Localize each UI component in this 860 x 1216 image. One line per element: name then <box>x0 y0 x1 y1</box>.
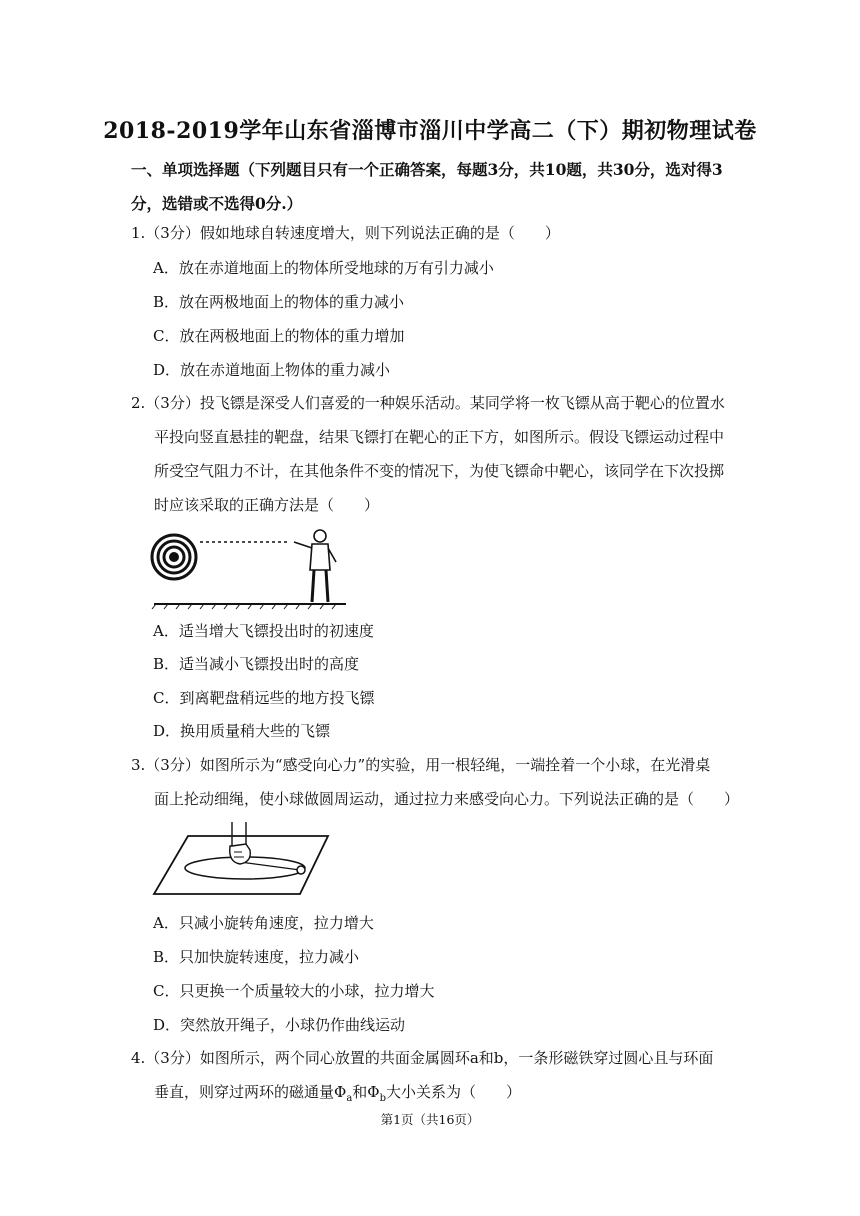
question-1-option-b: B．放在两极地面上的物体的重力减小 <box>153 293 405 311</box>
subscript-b: b <box>379 1093 386 1104</box>
question-2-stem-line-3: 所受空气阻力不计，在其他条件不变的情况下，为使飞镖命中靶心，该同学在下次投掷 <box>154 462 725 480</box>
section-heading: 一、单项选择题（下列题目只有一个正确答案，每题3分，共10题，共30分，选对得3分，选错或不选得0分.） <box>131 160 723 213</box>
ball <box>297 866 305 874</box>
question-1-option-d: D．放在赤道地面上物体的重力减小 <box>153 361 391 379</box>
dart-target-figure <box>150 526 350 610</box>
question-1-option-c: C．放在两极地面上的物体的重力增加 <box>153 327 405 345</box>
hand <box>230 822 251 864</box>
question-2-stem-line-2: 平投向竖直悬挂的靶盘，结果飞镖打在靶心的正下方，如图所示。假设飞镖运动过程中 <box>154 428 725 446</box>
question-2-option-b: B．适当减小飞镖投出时的高度 <box>153 655 360 673</box>
thrower-person <box>294 530 336 602</box>
question-3-option-c: C．只更换一个质量较大的小球，拉力增大 <box>153 982 435 1000</box>
question-4-stem-part-2: 大小关系为（ ） <box>386 1083 522 1101</box>
question-2-option-c: C．到离靶盘稍远些的地方投飞镖 <box>153 689 375 707</box>
question-4-stem-part-1: 垂直，则穿过两环的磁通量Φ <box>154 1083 347 1101</box>
question-4-stem-and: 和Φ <box>352 1083 380 1101</box>
rope <box>240 862 300 870</box>
question-2-stem-line-1: 2.（3分）投飞镖是深受人们喜爱的一种娱乐活动。某同学将一枚飞镖从高于靶心的位置水 <box>131 394 725 412</box>
page-title: 2018-2019学年山东省淄博市淄川中学高二（下）期初物理试卷 <box>103 118 757 144</box>
question-3-option-d: D．突然放开绳子，小球仍作曲线运动 <box>153 1016 406 1034</box>
dartboard <box>152 535 196 579</box>
question-1-option-a: A．放在赤道地面上的物体所受地球的万有引力减小 <box>153 259 494 277</box>
question-2-option-a: A．适当增大飞镖投出时的初速度 <box>153 622 374 640</box>
centripetal-force-figure <box>150 822 332 898</box>
question-4-stem-line-1: 4.（3分）如图所示，两个同心放置的共面金属圆环a和b，一条形磁铁穿过圆心且与环面 <box>131 1049 714 1067</box>
question-2-stem-line-4: 时应该采取的正确方法是（ ） <box>154 496 380 514</box>
question-3-option-b: B．只加快旋转速度，拉力减小 <box>153 948 360 966</box>
question-4-stem-line-2 <box>154 1081 521 1104</box>
question-1-stem: 1.（3分）假如地球自转速度增大，则下列说法正确的是（ ） <box>131 224 560 242</box>
question-3-stem-line-2: 面上抡动细绳，使小球做圆周运动，通过拉力来感受向心力。下列说法正确的是（ ） <box>154 790 740 808</box>
question-2-option-d: D．换用质量稍大些的飞镖 <box>153 722 331 740</box>
subscript-a: a <box>346 1093 353 1104</box>
page-footer: 第1页（共16页） <box>380 1112 480 1127</box>
question-3-stem-line-1: 3.（3分）如图所示为“感受向心力”的实验，用一根轻绳，一端拴着一个小球，在光滑桌 <box>131 756 711 774</box>
question-3-option-a: A．只减小旋转角速度，拉力增大 <box>153 914 374 932</box>
